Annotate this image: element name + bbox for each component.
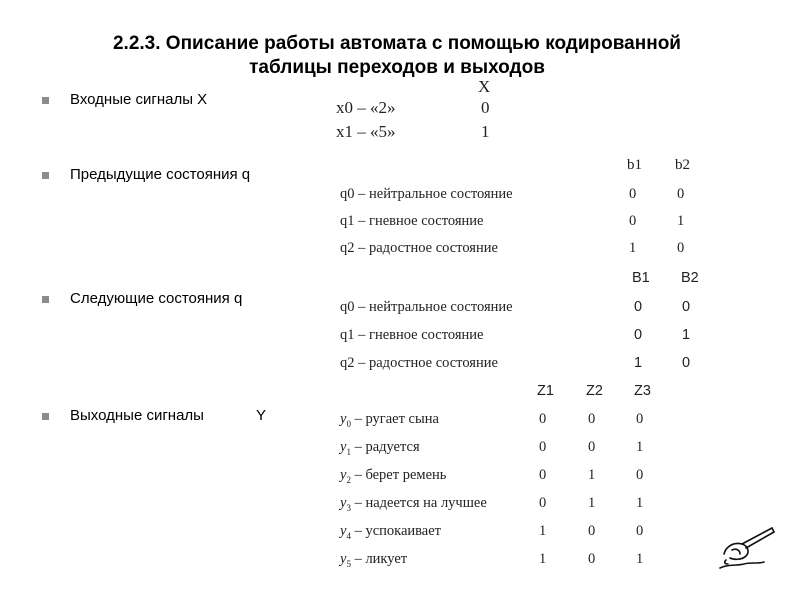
prev-table-header: b1 — [627, 157, 642, 173]
prev-row-value: 1 — [677, 213, 685, 229]
prev-row-label: q2 – радостное состояние — [340, 240, 498, 256]
bullet-marker — [42, 172, 49, 179]
bullet-marker — [42, 97, 49, 104]
input-table-header: X — [478, 77, 491, 96]
output-row-value: 0 — [588, 411, 596, 427]
prev-row-value: 0 — [629, 213, 637, 229]
next-row-value: 0 — [682, 299, 691, 315]
output-row-value: 1 — [539, 551, 547, 567]
output-row-label: $y_3$ – надеется на лучшее — [340, 495, 487, 513]
next-row-value: 0 — [682, 355, 691, 371]
output-table-header: Z1 — [537, 383, 554, 399]
output-row-value: 0 — [636, 523, 644, 539]
output-row-value: 1 — [636, 551, 644, 567]
bullet-marker — [42, 413, 49, 420]
next-row-value: 1 — [634, 355, 643, 371]
input-row-label: x1 – «5» — [336, 122, 396, 141]
next-row-label: q1 – гневное состояние — [340, 327, 484, 343]
output-row-label: $y_2$ – берет ремень — [340, 467, 447, 485]
output-row-value: 1 — [539, 523, 547, 539]
output-row-value: 0 — [636, 467, 644, 483]
output-row-label: $y_0$ – ругает сына — [340, 411, 439, 429]
next-row-value: 0 — [634, 299, 643, 315]
output-table-header: Z2 — [586, 383, 603, 399]
input-row-value: 1 — [481, 122, 490, 141]
bullet-output-signals: Выходные сигналы — [70, 407, 204, 424]
output-row-value: 0 — [588, 439, 596, 455]
bullet-output-signals-suffix: Y — [256, 407, 267, 424]
bullet-next-states: Следующие состояния q — [70, 290, 243, 307]
output-row-value: 0 — [539, 411, 547, 427]
bullet-marker — [42, 296, 49, 303]
next-row-label: q2 – радостное состояние — [340, 355, 498, 371]
output-row-value: 0 — [636, 411, 644, 427]
bullet-prev-states: Предыдущие состояния q — [70, 166, 251, 183]
output-row-value: 1 — [588, 495, 596, 511]
bullet-input-signals: Входные сигналы X — [70, 91, 208, 108]
next-table-header: B1 — [632, 270, 650, 286]
prev-row-value: 0 — [677, 240, 685, 256]
output-row-label: $y_1$ – радуется — [340, 439, 420, 457]
slide-title-line1: 2.2.3. Описание работы автомата с помощью кодированной — [112, 33, 681, 54]
output-row-label: $y_4$ – успокаивает — [340, 523, 442, 541]
output-row-value: 0 — [539, 495, 547, 511]
input-row-value: 0 — [481, 98, 490, 117]
next-table-header: B2 — [681, 270, 699, 286]
prev-row-value: 0 — [677, 186, 685, 202]
prev-row-value: 0 — [629, 186, 637, 202]
next-row-value: 1 — [682, 327, 691, 343]
next-row-value: 0 — [634, 327, 643, 343]
output-row-value: 0 — [539, 467, 547, 483]
output-row-value: 0 — [539, 439, 547, 455]
output-row-value: 1 — [636, 495, 644, 511]
writing-hand-icon — [714, 524, 778, 572]
output-row-value: 1 — [636, 439, 644, 455]
slide-title-line2: таблицы переходов и выходов — [249, 57, 545, 78]
output-row-value: 0 — [588, 523, 596, 539]
next-row-label: q0 – нейтральное состояние — [340, 299, 513, 315]
output-row-value: 0 — [588, 551, 596, 567]
prev-row-label: q0 – нейтральное состояние — [340, 186, 513, 202]
output-table-header: Z3 — [634, 383, 651, 399]
input-row-label: x0 – «2» — [336, 98, 396, 117]
prev-table-header: b2 — [675, 157, 690, 173]
prev-row-value: 1 — [629, 240, 637, 256]
output-row-label: $y_5$ – ликует — [340, 551, 408, 569]
prev-row-label: q1 – гневное состояние — [340, 213, 484, 229]
output-row-value: 1 — [588, 467, 596, 483]
